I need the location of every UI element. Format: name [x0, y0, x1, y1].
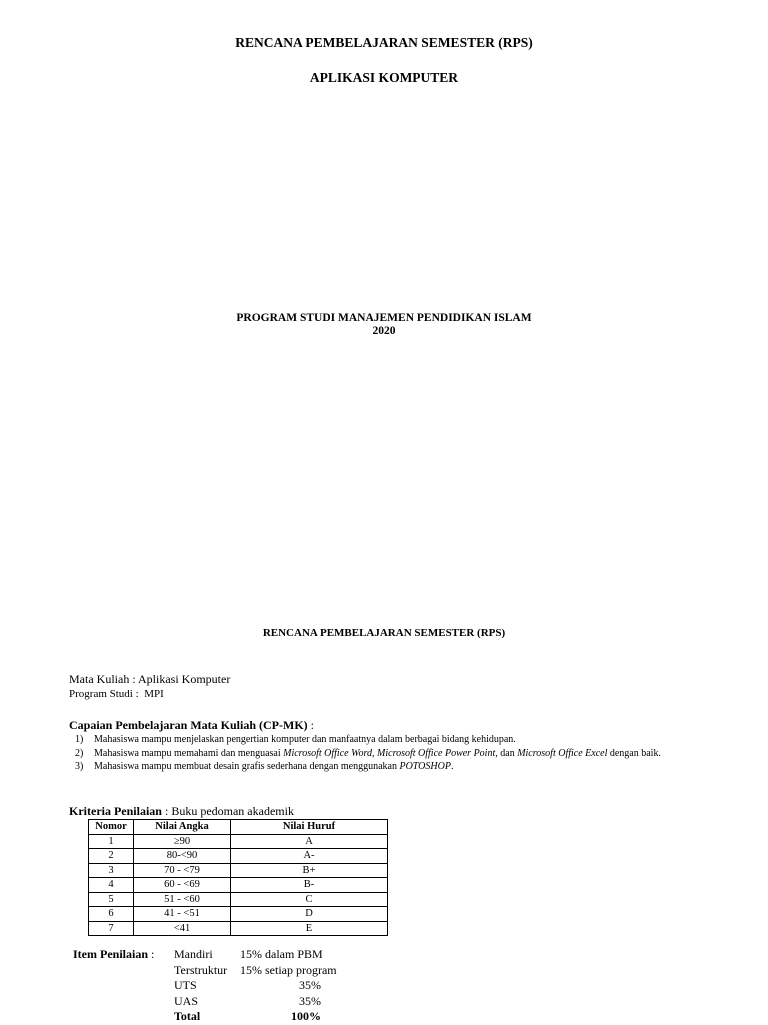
table-row — [89, 907, 388, 922]
cover-title: RENCANA PEMBELAJARAN SEMESTER (RPS) — [235, 35, 533, 50]
text-segment: , — [372, 747, 378, 759]
item-value: 35% — [299, 978, 321, 992]
item-penilaian-colon: : — [148, 947, 155, 961]
text-segment: Mahasiswa mampu memahami dan menguasai — [94, 747, 284, 759]
table-row — [89, 863, 388, 878]
section-title: RENCANA PEMBELAJARAN SEMESTER (RPS) — [262, 627, 506, 639]
column-header-nomor: Nomor — [89, 820, 134, 835]
cell-nomor: 7 — [89, 921, 134, 936]
kriteria-line — [69, 804, 294, 819]
item-row-total — [174, 1009, 337, 1025]
course-label: Mata Kuliah — [69, 672, 130, 686]
table-row — [89, 921, 388, 936]
cell-nilai-angka: <41 — [134, 921, 231, 936]
cell-nilai-huruf: C — [231, 892, 388, 907]
item-name: Mandiri — [174, 947, 213, 961]
item-row-mandiri — [174, 947, 337, 963]
cell-nilai-angka: 70 - <79 — [134, 863, 231, 878]
table-row — [89, 834, 388, 849]
item-name: Terstruktur — [174, 962, 228, 977]
cpmk-heading: Capaian Pembelajaran Mata Kuliah (CP-MK) — [69, 718, 308, 732]
item-value: 35% — [299, 993, 321, 1008]
item-name: UTS — [174, 978, 197, 992]
program-value: MPI — [144, 688, 164, 700]
text-segment: dengan baik. — [607, 747, 661, 759]
cell-nilai-angka: 51 - <60 — [134, 892, 231, 907]
list-item — [75, 748, 690, 760]
item-penilaian-line — [73, 947, 154, 962]
cell-nilai-huruf: B+ — [231, 863, 388, 878]
cell-nomor: 5 — [89, 892, 134, 907]
kriteria-value: : Buku pedoman akademik — [161, 804, 294, 818]
software-name-powerpoint: Microsoft Office Power Point — [377, 747, 496, 759]
course-line: Mata Kuliah : Aplikasi Komputer — [69, 672, 231, 686]
cover-course-name: APLIKASI KOMPUTER — [309, 70, 459, 85]
list-item-number: 1) — [75, 734, 84, 745]
cell-nilai-huruf: A- — [231, 849, 388, 864]
cell-nilai-angka: 80-<90 — [134, 849, 231, 864]
table-row — [89, 892, 388, 907]
cpmk-heading-line — [69, 718, 314, 733]
item-name: UAS — [174, 993, 199, 1008]
item-value: 15% setiap program — [240, 962, 337, 977]
software-name-photoshop: POTOSHOP — [399, 761, 451, 772]
software-name-excel: Microsoft Office Excel — [517, 747, 608, 759]
kriteria-label: Kriteria Penilaian — [69, 804, 162, 818]
cpmk-list — [75, 734, 690, 775]
text-segment: , dan — [495, 747, 518, 759]
list-item — [75, 734, 690, 746]
cell-nilai-huruf: B- — [231, 878, 388, 893]
program-line: Program Studi : MPI — [69, 688, 164, 700]
list-item-number: 3) — [75, 761, 84, 772]
cell-nilai-angka: 60 - <69 — [134, 878, 231, 893]
item-row-uts — [174, 978, 337, 994]
cell-nomor: 4 — [89, 878, 134, 893]
item-penilaian-list — [174, 947, 337, 1025]
cell-nilai-huruf: E — [231, 921, 388, 936]
table-row — [89, 878, 388, 893]
list-item-text — [94, 761, 690, 773]
column-header-nilai-angka: Nilai Angka — [134, 820, 231, 835]
table-row — [89, 849, 388, 864]
list-item-number: 2) — [75, 747, 84, 759]
cell-nilai-huruf: A — [231, 834, 388, 849]
item-row-uas — [174, 994, 337, 1010]
cover-program-name: PROGRAM STUDI MANAJEMEN PENDIDIKAN ISLAM — [236, 312, 532, 324]
item-value: 100% — [291, 1009, 321, 1023]
cell-nomor: 1 — [89, 834, 134, 849]
list-item — [75, 761, 690, 773]
cover-year: 2020 — [372, 325, 396, 337]
course-value: Aplikasi Komputer — [138, 672, 231, 686]
cell-nilai-angka: ≥90 — [134, 834, 231, 849]
cover-program-block — [0, 312, 768, 338]
cell-nilai-huruf: D — [231, 907, 388, 922]
cell-nilai-angka: 41 - <51 — [134, 907, 231, 922]
cell-nomor: 2 — [89, 849, 134, 864]
item-penilaian-label: Item Penilaian — [73, 947, 148, 961]
list-item-text: Mahasiswa mampu menjelaskan pengertian komputer dan manfaatnya dalam berbagai bidang kehidupan. — [94, 734, 516, 745]
column-header-nilai-huruf: Nilai Huruf — [231, 820, 388, 835]
text-segment: . — [450, 761, 454, 772]
cell-nomor: 6 — [89, 907, 134, 922]
table-header-row — [89, 820, 388, 835]
item-name: Total — [174, 1009, 201, 1023]
text-segment: Mahasiswa mampu membuat desain grafis sederhana dengan menggunakan — [94, 761, 400, 772]
item-row-terstruktur — [174, 963, 337, 979]
list-item-text — [94, 748, 690, 760]
cell-nomor: 3 — [89, 863, 134, 878]
program-label: Program Studi — [69, 688, 133, 700]
software-name-word: Microsoft Office Word — [283, 747, 373, 759]
grade-table — [88, 819, 388, 936]
item-value: 15% dalam PBM — [240, 947, 323, 961]
cpmk-colon: : — [307, 718, 314, 732]
